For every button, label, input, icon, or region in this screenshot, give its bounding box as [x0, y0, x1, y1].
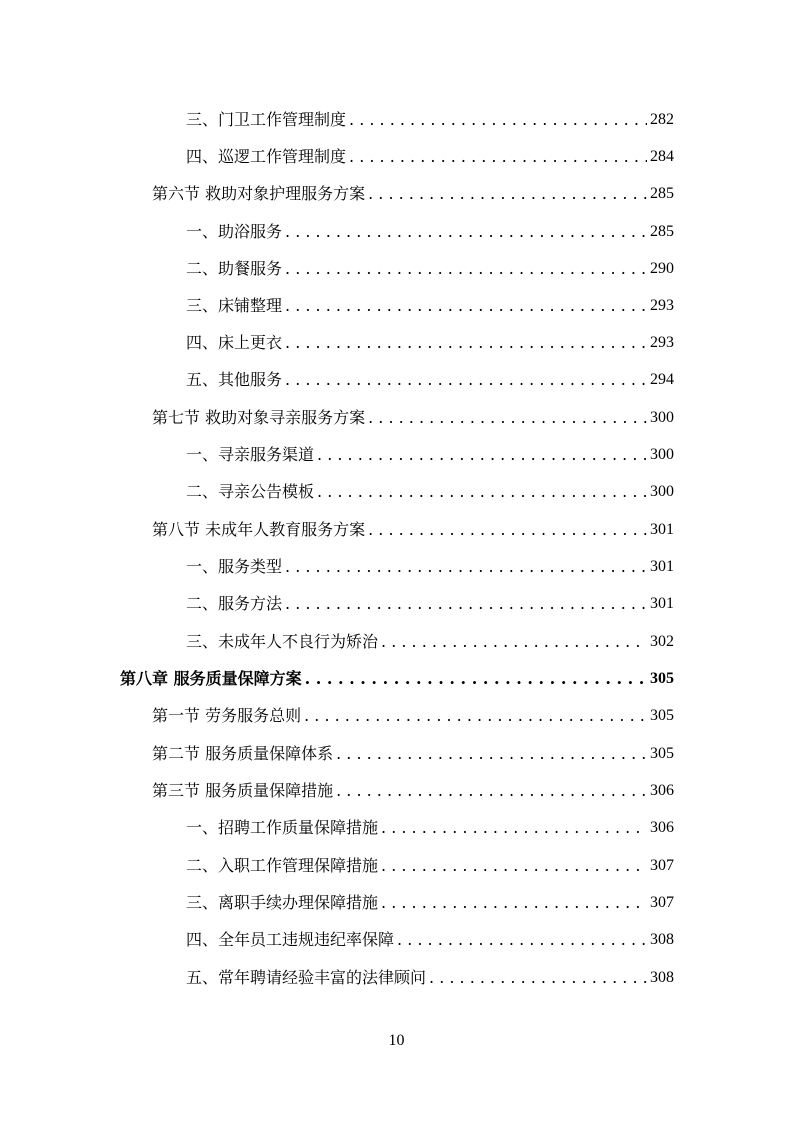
toc-entry-title: 二、服务方法	[186, 594, 283, 613]
toc-entry[interactable]	[152, 406, 674, 430]
toc-entry-title: 四、全年员工违规违纪率保障	[186, 930, 395, 949]
toc-dot-leader	[285, 257, 647, 281]
toc-entry-title: 第八节 未成年人教育服务方案	[152, 520, 366, 539]
toc-entry-title: 一、寻亲服务渠道	[186, 445, 315, 464]
toc-entry-page: 301	[650, 558, 674, 575]
toc-entry[interactable]	[186, 480, 674, 504]
toc-dot-leader	[317, 480, 647, 504]
toc-entry-page: 306	[650, 819, 674, 836]
toc-entry-page: 300	[650, 483, 674, 500]
toc-entry-title: 四、巡逻工作管理制度	[186, 147, 347, 166]
toc-dot-leader	[368, 406, 647, 430]
toc-entry-page: 293	[650, 334, 674, 351]
toc-entry-title: 第二节 服务质量保障体系	[152, 744, 334, 763]
toc-dot-leader	[429, 966, 647, 990]
toc-dot-leader	[317, 443, 647, 467]
toc-dot-leader	[285, 368, 647, 392]
toc-entry-page: 285	[650, 185, 674, 202]
toc-entry-page: 307	[650, 894, 674, 911]
toc-entry[interactable]	[186, 145, 674, 169]
toc-entry[interactable]	[186, 294, 674, 318]
toc-entry-page: 290	[650, 260, 674, 277]
toc-dot-leader	[285, 220, 647, 244]
toc-entry-page: 305	[650, 745, 674, 762]
toc-dot-leader	[368, 182, 647, 206]
toc-entry-title: 第八章 服务质量保障方案	[120, 669, 302, 688]
toc-dot-leader	[285, 592, 647, 616]
toc-entry[interactable]	[186, 257, 674, 281]
toc-entry-page: 282	[650, 111, 674, 128]
toc-entry-title: 四、床上更衣	[186, 333, 283, 352]
toc-entry[interactable]	[186, 630, 674, 654]
toc-dot-leader	[381, 630, 647, 654]
toc-entry-title: 五、其他服务	[186, 370, 283, 389]
toc-entry-page: 300	[650, 409, 674, 426]
toc-entry-title: 第三节 服务质量保障措施	[152, 781, 334, 800]
toc-dot-leader	[349, 145, 647, 169]
toc-entry[interactable]	[152, 518, 674, 542]
toc-entry[interactable]	[186, 331, 674, 355]
toc-dot-leader	[285, 331, 647, 355]
toc-dot-leader	[381, 854, 647, 878]
toc-dot-leader	[368, 518, 647, 542]
toc-entry-title: 第一节 劳务服务总则	[152, 706, 302, 725]
toc-entry-page: 284	[650, 148, 674, 165]
toc-entry-title: 二、入职工作管理保障措施	[186, 856, 379, 875]
toc-dot-leader	[336, 779, 647, 803]
toc-entry[interactable]	[186, 555, 674, 579]
toc-dot-leader	[349, 108, 647, 132]
toc-entry-title: 三、床铺整理	[186, 296, 283, 315]
toc-entry-title: 二、寻亲公告模板	[186, 482, 315, 501]
toc-entry-title: 第七节 救助对象寻亲服务方案	[152, 408, 366, 427]
toc-entry-page: 293	[650, 297, 674, 314]
page-number: 10	[388, 1032, 405, 1049]
toc-entry-page: 305	[650, 670, 674, 687]
toc-dot-leader	[304, 704, 647, 728]
toc-dot-leader	[381, 891, 647, 915]
toc-dot-leader	[305, 667, 647, 691]
toc-entry-title: 三、未成年人不良行为矫治	[186, 632, 379, 651]
toc-entry[interactable]	[186, 592, 674, 616]
toc-dot-leader	[285, 555, 647, 579]
toc-entry-title: 三、门卫工作管理制度	[186, 110, 347, 129]
toc-entry[interactable]	[186, 928, 674, 952]
toc-entry-page: 301	[650, 521, 674, 538]
toc-entry[interactable]	[186, 368, 674, 392]
toc-entry-page: 302	[650, 633, 674, 650]
toc-entry-title: 五、常年聘请经验丰富的法律顾问	[186, 968, 427, 987]
toc-entry[interactable]	[186, 443, 674, 467]
toc-entry[interactable]	[120, 667, 674, 691]
toc-entry[interactable]	[152, 742, 674, 766]
toc-dot-leader	[285, 294, 647, 318]
toc-entry-title: 一、服务类型	[186, 557, 283, 576]
toc-entry-title: 一、招聘工作质量保障措施	[186, 818, 379, 837]
toc-entry[interactable]	[186, 816, 674, 840]
toc-entry-title: 三、离职手续办理保障措施	[186, 893, 379, 912]
toc-entry-page: 294	[650, 371, 674, 388]
toc-entry-title: 二、助餐服务	[186, 259, 283, 278]
toc-entry[interactable]	[186, 220, 674, 244]
toc-entry-page: 307	[650, 857, 674, 874]
toc-dot-leader	[381, 816, 647, 840]
toc-entry-title: 一、助浴服务	[186, 222, 283, 241]
toc-entry-page: 306	[650, 782, 674, 799]
toc-entry[interactable]	[186, 966, 674, 990]
toc-entry-page: 305	[650, 707, 674, 724]
toc-entry[interactable]	[152, 182, 674, 206]
toc-entry[interactable]	[186, 108, 674, 132]
toc-dot-leader	[397, 928, 647, 952]
toc-entry[interactable]	[186, 891, 674, 915]
toc-entry[interactable]	[186, 854, 674, 878]
toc-entry[interactable]	[152, 779, 674, 803]
toc-entry[interactable]	[152, 704, 674, 728]
toc-dot-leader	[336, 742, 647, 766]
toc-entry-page: 308	[650, 969, 674, 986]
toc-entry-page: 300	[650, 446, 674, 463]
toc-entry-title: 第六节 救助对象护理服务方案	[152, 184, 366, 203]
toc-entry-page: 285	[650, 223, 674, 240]
toc-entry-page: 308	[650, 931, 674, 948]
toc-entry-page: 301	[650, 595, 674, 612]
